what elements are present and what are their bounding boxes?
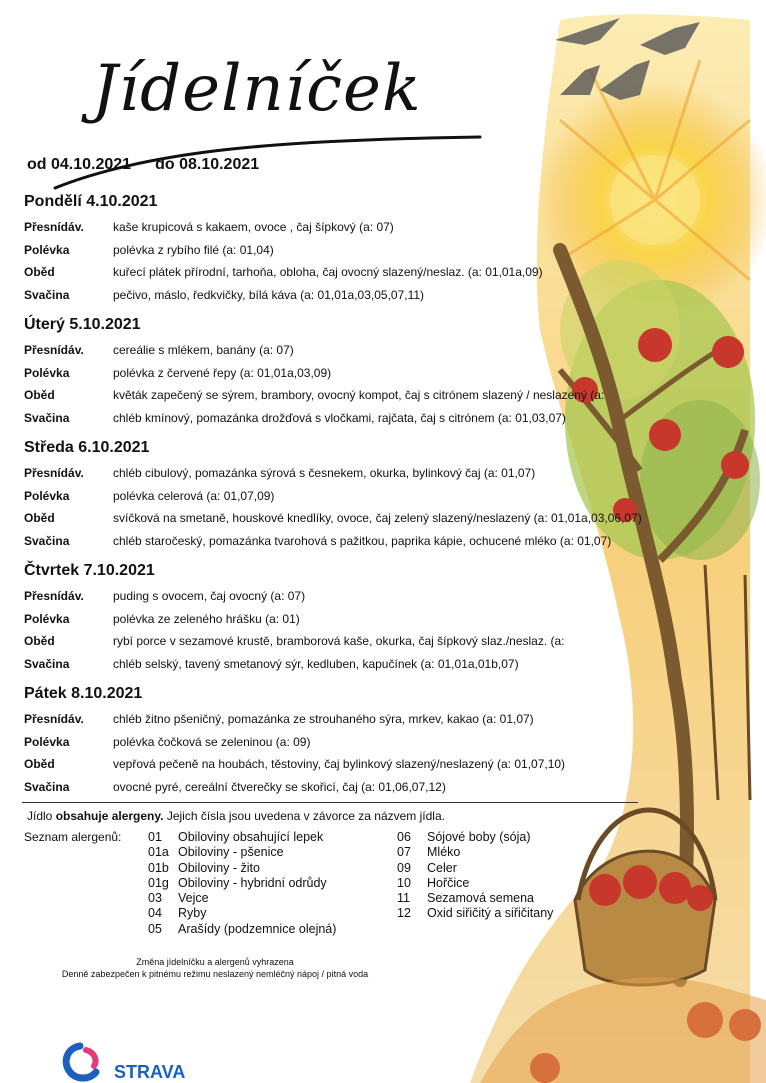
allergen-code: 01a: [148, 845, 169, 860]
meal-row: [24, 462, 664, 485]
meal-row: [24, 284, 664, 307]
allergen-name: Ryby: [178, 906, 207, 921]
meal-row: [24, 507, 664, 530]
meal-label: Přesnídáv.: [24, 712, 84, 726]
allergen-item: [148, 845, 336, 860]
meal-text: polévka z červené řepy (a: 01,01a,03,09): [113, 365, 332, 380]
meal-label: Polévka: [24, 242, 70, 257]
day-title: Úterý 5.10.2021: [24, 316, 141, 333]
allergen-name: Celer: [427, 860, 457, 875]
date-to: do 08.10.2021: [155, 156, 260, 173]
meal-row: [24, 384, 664, 407]
allergen-item: [397, 861, 553, 876]
meal-row: [24, 653, 664, 676]
meal-text: cereálie s mlékem, banány (a: 07): [113, 343, 294, 357]
allergen-name: Hořčice: [427, 875, 470, 890]
day-title: Středa 6.10.2021: [24, 439, 150, 456]
meal-row: [24, 708, 664, 731]
allergen-item: [148, 906, 336, 921]
meal-label: Polévka: [24, 734, 70, 749]
allergen-item: [397, 845, 553, 860]
meal-text: chléb žitno pšeničný, pomazánka ze strouhaného sýra, mrkev, kakao (a: 01,07): [113, 712, 534, 726]
allergen-name: Obiloviny - žito: [178, 860, 260, 875]
meal-row: [24, 339, 664, 362]
allergen-item: [397, 830, 553, 845]
day-block-friday: [24, 684, 664, 798]
meal-row: [24, 608, 664, 631]
allergen-code: 06: [397, 830, 411, 844]
meal-text: rybí porce v sezamové krustě, bramborová kaše, okurka, čaj šípkový slaz./neslaz. (a:: [113, 634, 565, 648]
allergen-code: 01: [148, 830, 162, 844]
allergen-item: [148, 876, 336, 891]
meal-label: Polévka: [24, 488, 70, 503]
allergen-code: 12: [397, 906, 411, 921]
allergen-item: [148, 861, 336, 876]
allergen-code: 03: [148, 891, 162, 906]
day-title: Pátek 8.10.2021: [24, 685, 143, 702]
meal-label: Oběd: [24, 511, 55, 525]
allergen-item: [148, 922, 336, 937]
day-title: Čtvrtek 7.10.2021: [24, 562, 155, 579]
meal-row: [24, 239, 664, 262]
meal-row: [24, 530, 664, 553]
allergen-list-label: Seznam alergenů:: [24, 830, 122, 844]
day-block-monday: [24, 192, 664, 306]
meal-label: Přesnídáv.: [24, 220, 84, 234]
allergen-name: Sójové boby (sója): [427, 830, 531, 844]
day-title: Pondělí 4.10.2021: [24, 193, 158, 210]
meal-text: chléb selský, tavený smetanový sýr, kedluben, kapučínek (a: 01,01a,01b,07): [113, 656, 519, 671]
allergen-item: [397, 876, 553, 891]
allergen-item: [148, 830, 336, 845]
meal-label: Svačina: [24, 410, 70, 425]
allergen-name: Sezamová semena: [427, 891, 535, 906]
meal-text: chléb cibulový, pomazánka sýrová s česnekem, okurka, bylinkový čaj (a: 01,07): [113, 466, 536, 480]
date-from: od 04.10.2021: [27, 156, 132, 173]
allergen-item: [397, 906, 553, 921]
allergen-code: 01b: [148, 860, 169, 875]
allergen-code: 04: [148, 906, 162, 921]
day-block-thursday: [24, 561, 664, 675]
allergen-name: Mléko: [427, 845, 461, 860]
meal-row: [24, 485, 664, 508]
meal-label: Polévka: [24, 365, 70, 380]
allergen-name: Vejce: [178, 891, 209, 906]
meal-label: Svačina: [24, 287, 70, 302]
meal-text: kuřecí plátek přírodní, tarhoňa, obloha, čaj ovocný slazený/neslaz. (a: 01,01a,09): [113, 265, 543, 279]
meal-label: Přesnídáv.: [24, 466, 84, 480]
allergen-name: Obiloviny obsahující lepek: [178, 830, 324, 844]
meal-label: Svačina: [24, 779, 70, 794]
allergen-list-right: [397, 830, 553, 922]
meal-text: chléb kmínový, pomazánka drožďová s vločkami, rajčata, čaj s citrónem (a: 01,03,07): [113, 410, 566, 425]
meal-text: polévka ze zeleného hrášku (a: 01): [113, 611, 300, 626]
meal-text: polévka celerová (a: 01,07,09): [113, 488, 275, 503]
page-title: Jídelníček: [92, 52, 422, 126]
allergen-code: 07: [397, 845, 411, 860]
allergen-name: Arašídy (podzemnice olejná): [178, 921, 337, 936]
meal-text: kaše krupicová s kakaem, ovoce , čaj šípkový (a: 07): [113, 220, 394, 234]
meal-row: [24, 731, 664, 754]
meal-row: [24, 362, 664, 385]
allergen-name: Obiloviny - pšenice: [178, 845, 284, 860]
note-bold: obsahuje alergeny.: [55, 809, 164, 823]
meal-label: Svačina: [24, 656, 70, 671]
allergen-name: Obiloviny - hybridní odrůdy: [178, 875, 327, 890]
allergen-item: [148, 891, 336, 906]
footer-line-2: Denně zabezpečen k pitnému režimu neslazený nemléčný nápoj / pitná voda: [61, 969, 369, 979]
meal-text: chléb staročeský, pomazánka tvarohová s pažitkou, paprika kápie, ochucené mléko (a: 01,07): [113, 533, 612, 548]
meal-row: [24, 585, 664, 608]
allergen-name: Oxid siřičitý a siřičitany: [427, 906, 554, 921]
meal-text: vepřová pečeně na houbách, těstoviny, čaj bylinkový slazený/neslazený (a: 01,07,10): [113, 757, 566, 771]
meal-label: Přesnídáv.: [24, 589, 84, 603]
note-prefix: Jídlo: [27, 809, 56, 823]
divider: [22, 802, 638, 803]
allergen-code: 09: [397, 860, 411, 875]
allergen-code: 10: [397, 875, 411, 890]
day-block-tuesday: [24, 315, 664, 429]
meal-label: Oběd: [24, 388, 55, 402]
strava-logo-text: STRAVA: [114, 1062, 186, 1082]
meal-label: Oběd: [24, 634, 55, 648]
day-block-wednesday: [24, 438, 664, 552]
meal-label: Přesnídáv.: [24, 343, 84, 357]
meal-row: [24, 261, 664, 284]
date-range: [27, 156, 259, 174]
meal-text: polévka z rybího filé (a: 01,04): [113, 242, 274, 257]
meal-text: svíčková na smetaně, houskové knedlíky, ovoce, čaj zelený slazený/neslazený (a: 01,01a,03,06,07): [113, 511, 642, 525]
meal-text: puding s ovocem, čaj ovocný (a: 07): [113, 589, 306, 603]
allergen-code: 11: [397, 891, 410, 906]
meal-label: Oběd: [24, 265, 55, 279]
allergen-code: 05: [148, 921, 162, 936]
meal-row: [24, 753, 664, 776]
meal-row: [24, 216, 664, 239]
meal-row: [24, 630, 664, 653]
meal-row: [24, 407, 664, 430]
meal-row: [24, 776, 664, 799]
meal-text: polévka čočková se zeleninou (a: 09): [113, 734, 311, 749]
meal-label: Polévka: [24, 611, 70, 626]
meal-text: ovocné pyré, cereální čtverečky se skořicí, čaj (a: 01,06,07,12): [113, 779, 446, 794]
note-suffix: Jejich čísla jsou uvedena v závorce za názvem jídla.: [163, 809, 445, 823]
meal-text: květák zapečený se sýrem, brambory, ovocný kompot, čaj s citrónem slazený / neslazený (a:: [113, 388, 605, 402]
meal-label: Svačina: [24, 533, 70, 548]
allergen-item: [397, 891, 553, 906]
allergen-code: 01g: [148, 875, 169, 890]
allergen-note: [27, 809, 445, 823]
footer-line-1: Změna jídelníčku a alergenů vyhrazena: [136, 957, 294, 967]
meal-label: Oběd: [24, 757, 55, 771]
allergen-list-left: [148, 830, 336, 937]
meal-text: pečivo, máslo, ředkvičky, bílá káva (a: 01,01a,03,05,07,11): [113, 287, 425, 302]
